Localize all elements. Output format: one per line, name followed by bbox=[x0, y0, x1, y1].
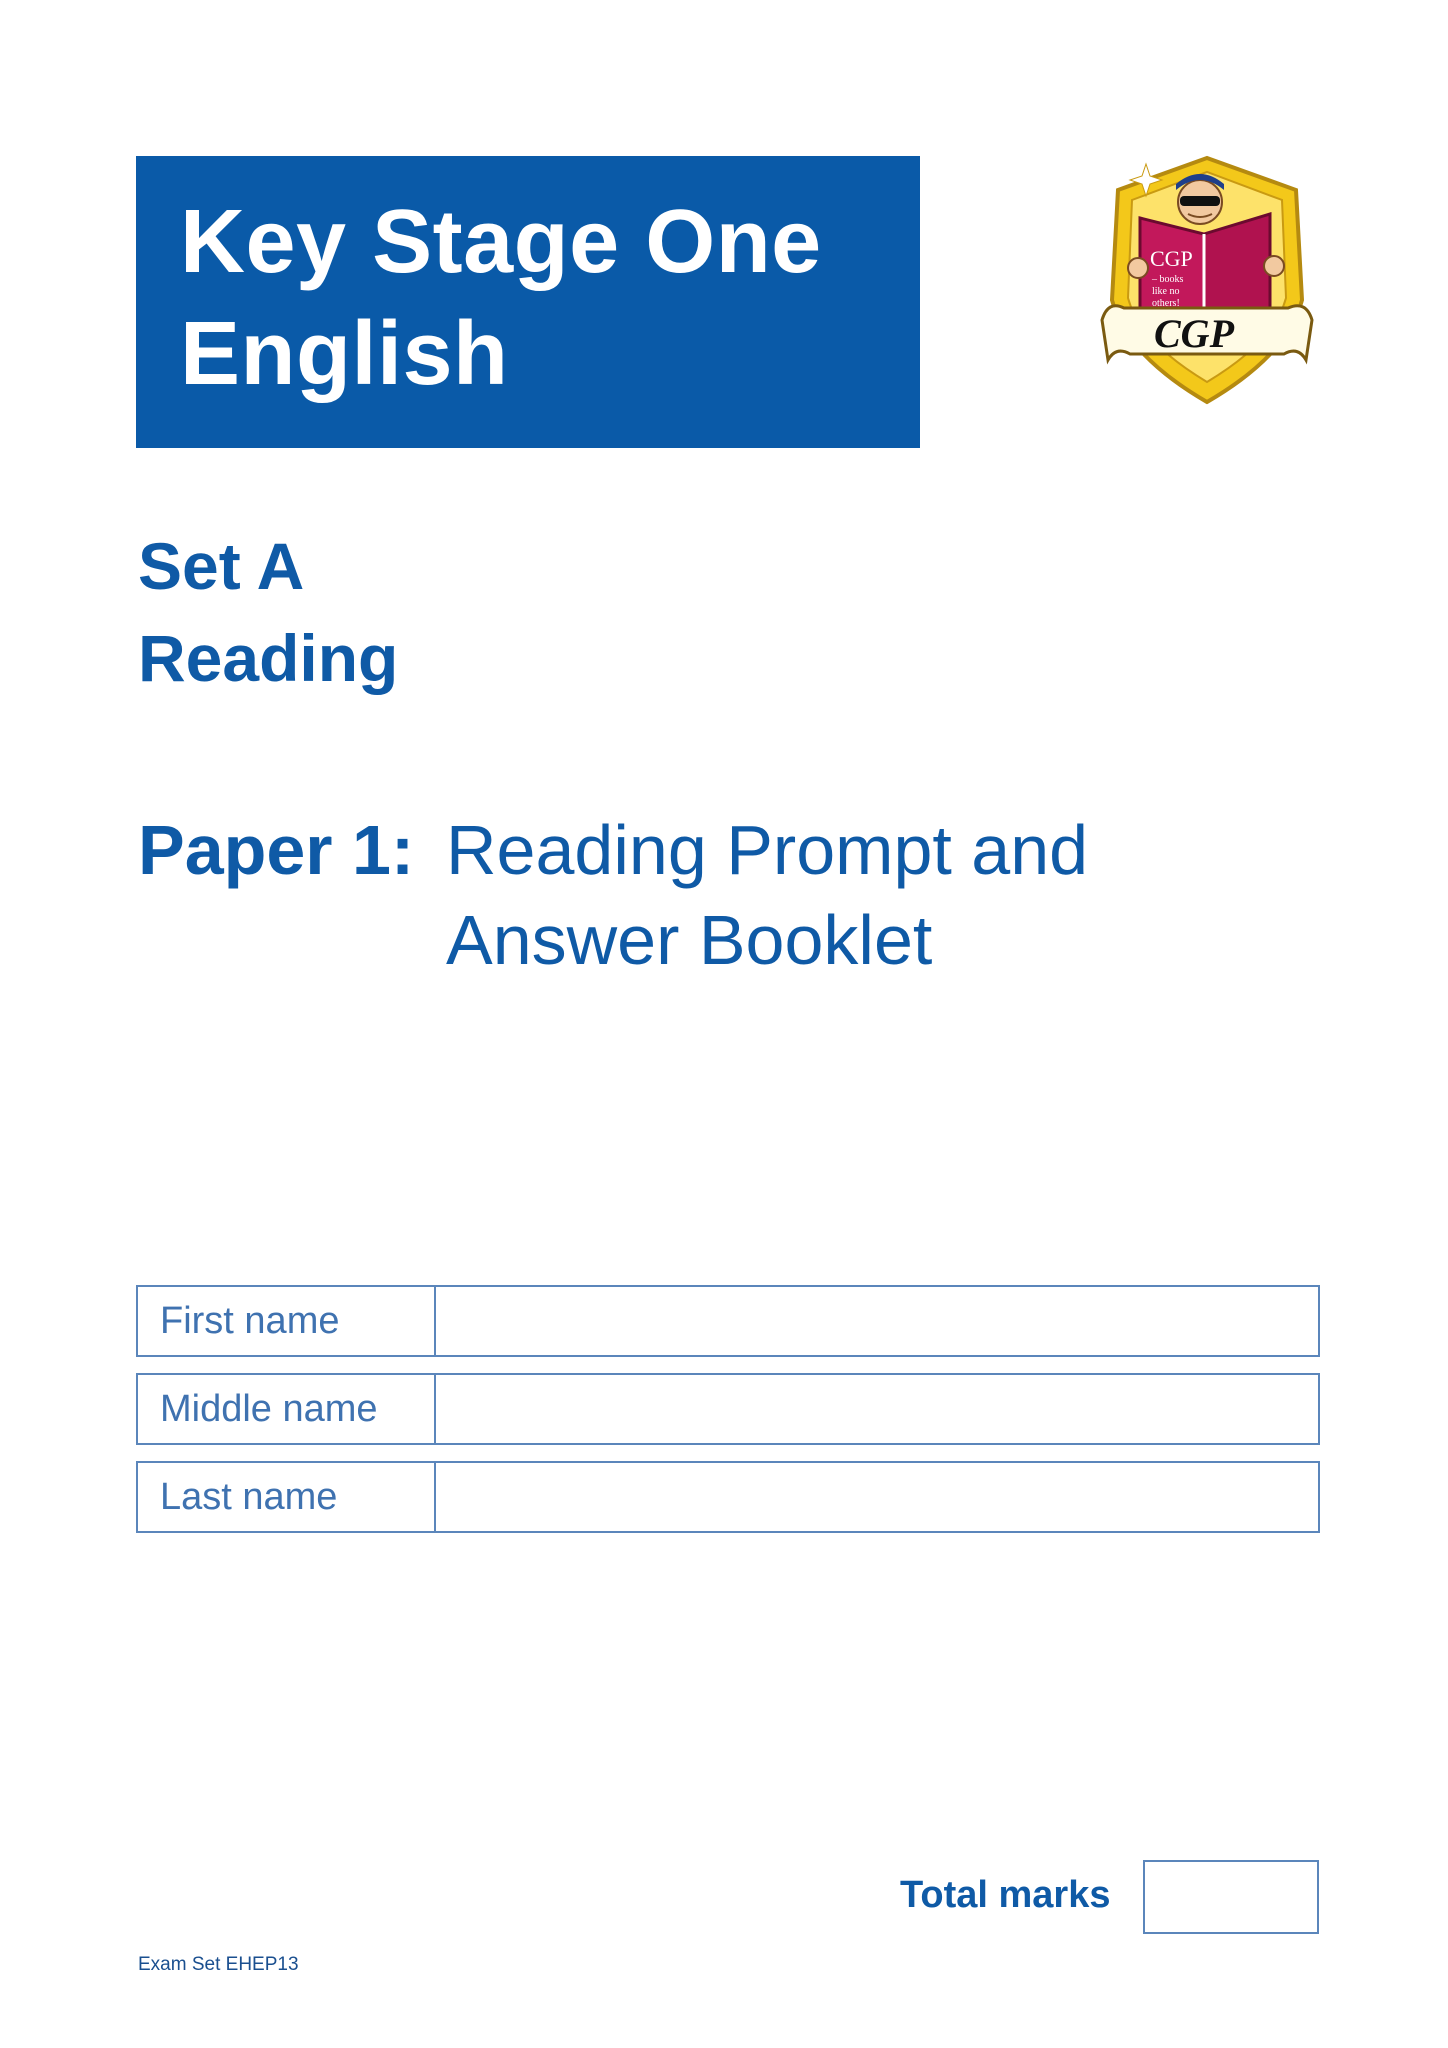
title-banner bbox=[136, 156, 920, 448]
book-text-top: CGP bbox=[1150, 246, 1193, 271]
last-name-field[interactable] bbox=[436, 1463, 1318, 1533]
first-name-field[interactable] bbox=[436, 1287, 1318, 1357]
first-name-row bbox=[136, 1285, 1320, 1357]
paper-label: Paper 1: bbox=[138, 811, 415, 889]
title-line-1: Key Stage One bbox=[180, 192, 822, 292]
middle-name-row bbox=[136, 1373, 1320, 1445]
cgp-logo bbox=[1088, 150, 1326, 410]
total-marks-label: Total marks bbox=[900, 1874, 1111, 1916]
banner-text: CGP bbox=[1154, 311, 1234, 356]
last-name-label: Last name bbox=[138, 1463, 436, 1531]
last-name-row bbox=[136, 1461, 1320, 1533]
name-form bbox=[136, 1285, 1320, 1549]
paper-title-line-2: Answer Booklet bbox=[446, 901, 933, 979]
exam-set-code: Exam Set EHEP13 bbox=[138, 1954, 299, 1975]
total-marks-box[interactable] bbox=[1143, 1860, 1319, 1934]
book-text-middle: – books like no others! bbox=[1152, 274, 1184, 309]
set-name: Set A bbox=[138, 529, 305, 603]
paper-title bbox=[446, 805, 1088, 985]
first-name-label: First name bbox=[138, 1287, 436, 1355]
set-heading bbox=[138, 520, 398, 704]
middle-name-field[interactable] bbox=[436, 1375, 1318, 1445]
middle-name-label: Middle name bbox=[138, 1375, 436, 1443]
paper-title-line-1: Reading Prompt and bbox=[446, 811, 1089, 889]
cgp-crest-icon bbox=[1088, 150, 1326, 410]
subject-name: Reading bbox=[138, 621, 399, 695]
title-line-2: English bbox=[180, 304, 509, 404]
